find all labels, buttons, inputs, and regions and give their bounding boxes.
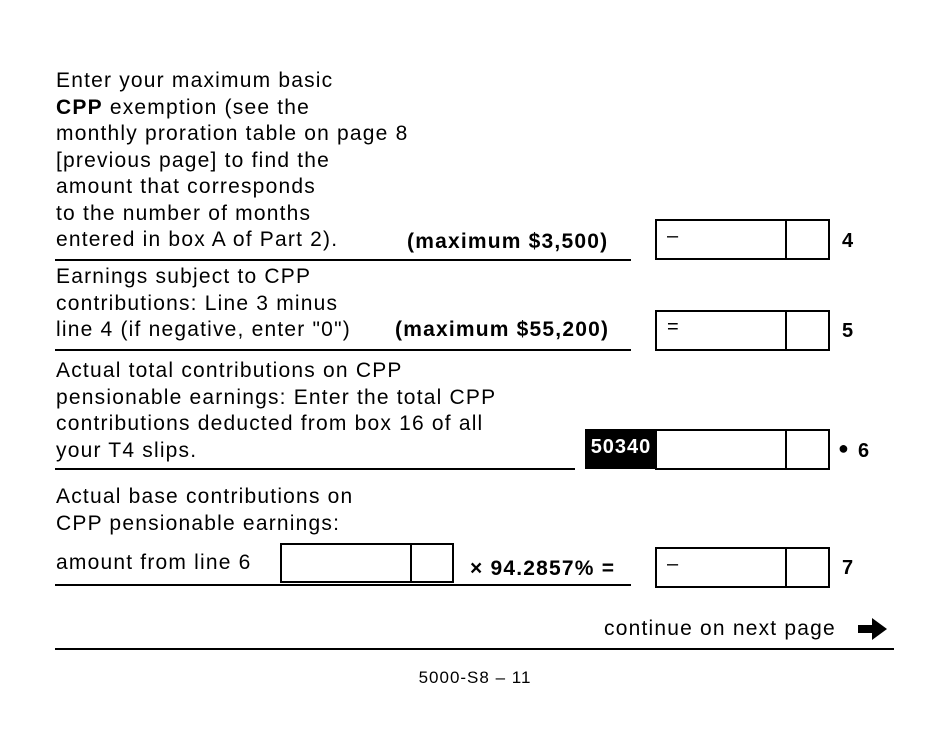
cents-divider — [785, 221, 787, 258]
line6-text-3: contributions deducted from box 16 of all — [56, 412, 484, 435]
line5-text-2: contributions: Line 3 minus — [56, 291, 339, 315]
line6-rule — [55, 468, 575, 470]
line5-rule — [55, 349, 631, 351]
line5-number: 5 — [842, 320, 854, 342]
page-number: 5000-S8 – 11 — [418, 668, 532, 687]
line5-text-1: Earnings subject to CPP — [56, 265, 312, 288]
line7-sign: – — [667, 553, 679, 575]
cents-divider — [785, 312, 787, 349]
line6-text-1: Actual total contributions on CPP — [56, 359, 403, 382]
line7-text-2: CPP pensionable earnings: — [56, 511, 341, 535]
cents-divider — [785, 549, 787, 586]
line4-text-2: exemption (see the — [109, 95, 311, 119]
line5-maximum-label: (maximum $55,200) — [395, 318, 610, 341]
line7-rule — [55, 584, 631, 586]
footer-rule — [55, 648, 894, 650]
line4-text-4: [previous page] to find the — [56, 148, 331, 172]
bullet-icon: ● — [838, 438, 849, 458]
line4-maximum-label: (maximum $3,500) — [407, 230, 609, 253]
line5-amount-field[interactable] — [655, 310, 830, 351]
line5-sign: = — [667, 316, 679, 338]
line7-amount-label: amount from line 6 — [56, 551, 252, 574]
line7-number: 7 — [842, 557, 854, 579]
line6-amount-field[interactable] — [655, 429, 830, 470]
cpp-bold-term: CPP — [56, 95, 103, 119]
line6-code: 50340 — [585, 429, 657, 469]
line7-text-1: Actual base contributions on — [56, 485, 354, 508]
line4-sign: – — [667, 225, 679, 247]
line7-amount-field[interactable] — [655, 547, 830, 588]
line6-number: 6 — [858, 440, 870, 462]
line6-amount-input[interactable] — [280, 543, 454, 583]
line7-description — [56, 484, 353, 537]
line4-text-6: to the number of months — [56, 201, 312, 225]
line5-description — [56, 264, 351, 344]
line4-text-3: monthly proration table on page 8 — [56, 122, 409, 145]
line4-number: 4 — [842, 230, 854, 252]
line6-text-2: pensionable earnings: Enter the total CPP — [56, 385, 497, 409]
line4-description — [56, 68, 408, 254]
cents-divider — [410, 545, 412, 581]
line6-text-4: your T4 slips. — [56, 438, 198, 462]
line7-multiplier: × 94.2857% = — [470, 557, 616, 580]
line4-text-7: entered in box A of Part 2). — [56, 228, 339, 251]
line6-description — [56, 358, 496, 464]
line5-text-3: line 4 (if negative, enter "0") — [56, 318, 351, 341]
continue-text: continue on next page — [604, 617, 836, 640]
line4-amount-field[interactable] — [655, 219, 830, 260]
cents-divider — [785, 431, 787, 468]
line4-rule — [55, 259, 631, 261]
arrow-right-icon — [858, 616, 888, 642]
line4-text-5: amount that corresponds — [56, 175, 316, 198]
line4-text-1: Enter your maximum basic — [56, 69, 334, 92]
